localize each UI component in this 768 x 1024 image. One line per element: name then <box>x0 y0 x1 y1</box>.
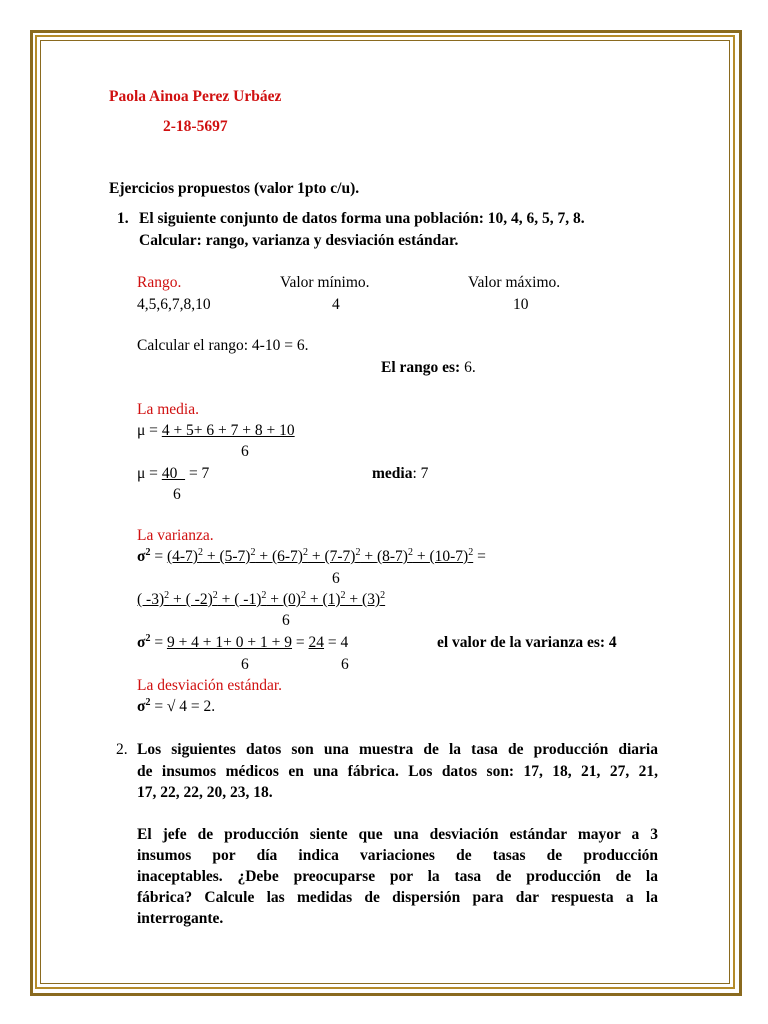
varianza-line2-expr: ( -3)$^2$ + ( -2)$^2$ + ( $-1)^2 + (0)^2 + (1)^2 + (3)^2$ <box>137 590 386 608</box>
varianza-den2: 6 <box>282 612 290 629</box>
exercise2-p2-line5: interrogante. <box>137 910 224 927</box>
varianza-den3a: 6 <box>241 656 249 673</box>
exercise1-line2: Calcular: rango, varianza y desviación estándar. <box>139 232 459 249</box>
varianza-den3b: 6 <box>341 656 349 673</box>
media-denominator-2: 6 <box>173 486 181 503</box>
min-label: Valor mínimo. <box>280 274 370 291</box>
exercise2-p1-line1: Los siguientes datos son una muestra de la tasa de producción diaria <box>137 741 658 758</box>
media-formula-2 <box>137 465 209 483</box>
exercise2-p2-line1: El jefe de producción siente que una desviación estándar mayor a 3 <box>137 826 658 843</box>
exercises-title: Ejercicios propuestos (valor 1pto c/u). <box>109 180 360 197</box>
student-id: 2-18-5697 <box>163 118 228 135</box>
exercise2-p1-line3: 17, 22, 22, 20, 23, 18. <box>137 784 273 801</box>
exercise2-p2-line4: fábrica? Calcule las medidas de dispersión para dar respuesta a la <box>137 889 658 906</box>
desviacion-value: = √ 4 = 2. <box>150 698 216 715</box>
varianza-line1: $\sigma^2 = (4-7)^2 + (5-7)^2 + (6-7)^2 + (7-7)^2 + (8-7)^2 + (10-7)^2$ = <box>137 547 486 565</box>
exercise2-p2-line2: insumos por día indica variaciones de tasas de producción <box>137 847 658 864</box>
media-denominator: 6 <box>241 443 249 460</box>
term: (0) <box>282 591 301 608</box>
varianza-den1: 6 <box>332 570 340 587</box>
media-heading: La media. <box>137 401 199 418</box>
term: (7-7) <box>324 548 356 565</box>
varianza-line3: $\sigma^2 = 9 + 4 + 1+ 0 + 1 + 9 = 24 = 4$ <box>137 633 349 651</box>
term: (5-7) <box>219 548 251 565</box>
media-result-value: : 7 <box>412 465 429 482</box>
media-result-label: media <box>372 465 413 482</box>
media-numerator: 4 + 5+ 6 + 7 + 8 + 10 <box>161 422 295 439</box>
sigma-symbol-2: σ <box>137 634 146 651</box>
sigma-symbol-3: σ <box>137 698 146 715</box>
range-calc: Calcular el rango: 4-10 = 6. <box>137 337 309 354</box>
media-numerator-2: 40 <box>161 465 186 482</box>
max-value: 10 <box>513 296 529 313</box>
term: (3) <box>362 591 381 608</box>
term: (8-7) <box>376 548 408 565</box>
exercise2-number: 2. <box>116 741 128 758</box>
exercise1-number: 1. <box>117 210 129 227</box>
exercise2-p2-line3: inaceptables. ¿Debe preocuparse por la tasa de producción de la <box>137 868 658 885</box>
desviacion-formula: $\sigma^2$ = √ 4 = 2. <box>137 697 216 715</box>
term: ( -3) <box>137 591 165 608</box>
range-result <box>381 359 476 377</box>
exercise1-line1: El siguiente conjunto de datos forma una población: 10, 4, 6, 5, 7, 8. <box>139 210 585 227</box>
term: ( -2) <box>185 591 213 608</box>
varianza-result: el valor de la varianza es: 4 <box>437 634 617 651</box>
range-result-value: 6. <box>460 359 476 376</box>
varianza-num3b: 24 <box>308 634 325 651</box>
mu-symbol-2: μ = <box>137 465 162 482</box>
range-result-label: El rango es: <box>381 359 461 376</box>
media-equals-7: = 7 <box>185 465 210 482</box>
sigma-symbol: σ <box>137 548 146 565</box>
term: (4-7) <box>166 548 198 565</box>
term: (1) <box>322 591 341 608</box>
exercise2-p1-line2: de insumos médicos en una fábrica. Los datos son: 17, 18, 21, 27, 21, <box>137 763 658 780</box>
term: (6-7) <box>271 548 303 565</box>
sorted-data: 4,5,6,7,8,10 <box>137 296 211 313</box>
rango-heading: Rango. <box>137 274 182 291</box>
min-value: 4 <box>332 296 340 313</box>
media-formula <box>137 422 295 440</box>
varianza-line1-expr: $(4-7)^2 + (5-7)^2 + (6-7)^2 + (7-7)^2 + (8-7)^2 + (10-7)^2$ <box>166 547 474 565</box>
term: ( -1) <box>234 591 262 608</box>
varianza-eq4: = 4 <box>324 634 349 651</box>
max-label: Valor máximo. <box>468 274 561 291</box>
student-name: Paola Ainoa Perez Urbáez <box>109 88 282 105</box>
varianza-heading: La varianza. <box>137 527 214 544</box>
varianza-num3: 9 + 4 + 1+ 0 + 1 + 9 <box>166 634 293 651</box>
term: (10-7) <box>429 548 469 565</box>
varianza-line2 <box>137 591 385 609</box>
mu-symbol: μ = <box>137 422 162 439</box>
desviacion-heading: La desviación estándar. <box>137 677 283 694</box>
media-result <box>372 465 428 483</box>
